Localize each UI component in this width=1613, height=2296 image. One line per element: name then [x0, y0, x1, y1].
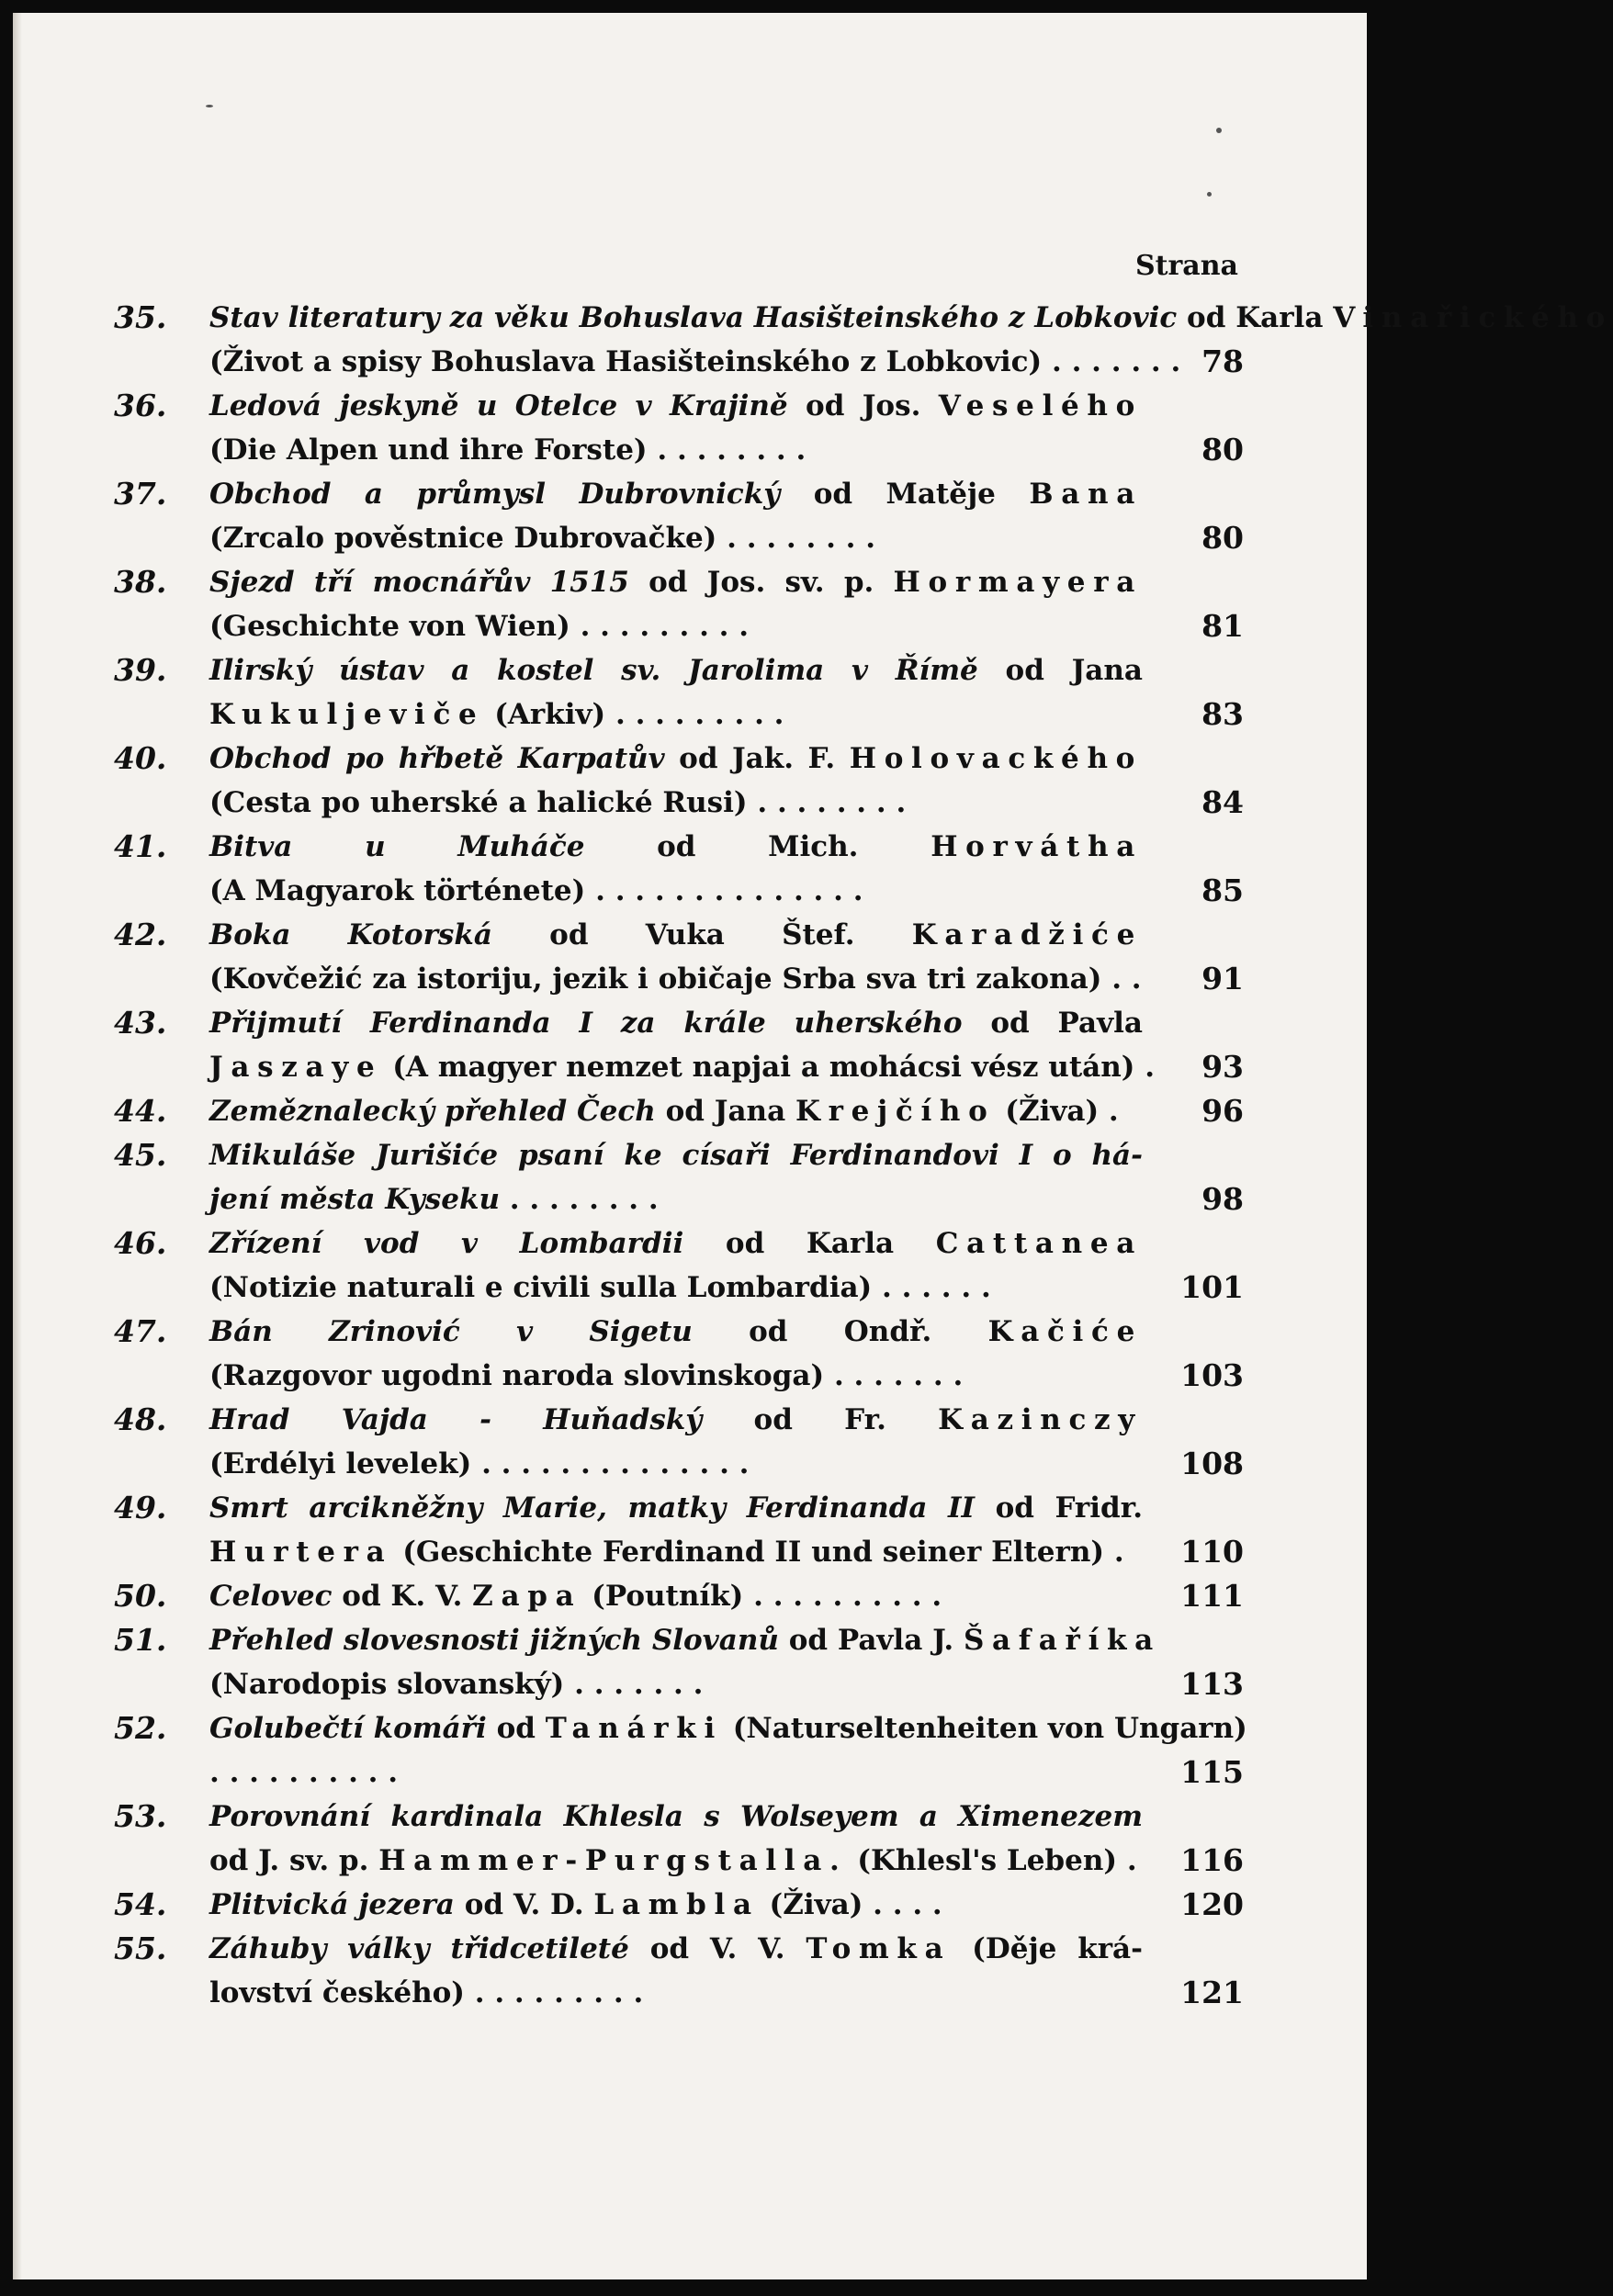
entry-author: Bana — [1029, 478, 1143, 511]
entry-title: Obchod a průmysl Dubrovnický — [209, 478, 781, 511]
entry-by: od V. D. — [464, 1888, 584, 1921]
entry-page: 115 — [1180, 1754, 1244, 1790]
toc-entry-44[interactable] — [114, 1089, 1244, 1133]
entry-author: Tomka — [806, 1932, 952, 1965]
entry-number: 36. — [114, 388, 167, 423]
entry-by: od Pavla — [990, 1007, 1143, 1040]
page-column-header: Strana — [1134, 250, 1238, 282]
entry-number: 52. — [114, 1710, 167, 1746]
entry-page: 103 — [1180, 1357, 1244, 1393]
entry-source: (Erdélyi levelek) — [209, 1447, 472, 1480]
toc-entry-37[interactable] — [114, 472, 1244, 560]
entry-page: 80 — [1201, 432, 1244, 467]
toc-entry-42[interactable] — [114, 913, 1244, 1001]
entry-page: 120 — [1180, 1886, 1244, 1922]
toc-entry-50[interactable] — [114, 1574, 1244, 1618]
entry-source: (Kovčežić za istoriju, jezik i običaje Srba sva tri zakona) — [209, 962, 1102, 996]
entry-page: 80 — [1201, 520, 1244, 556]
entry-by: od Jos. sv. p. — [649, 566, 874, 599]
entry-source: (Živa) — [769, 1888, 863, 1921]
entry-source: (Khlesl's Leben) — [857, 1844, 1118, 1877]
entry-line-2: Kukuljeviče (Arkiv) . . . . . . . . . — [209, 698, 784, 731]
entry-line-1 — [209, 1706, 1247, 1750]
toc-entry-51[interactable] — [114, 1618, 1244, 1706]
entry-page: 98 — [1201, 1181, 1244, 1217]
entry-author: Kačiće — [987, 1315, 1143, 1348]
toc-entry-53[interactable] — [114, 1795, 1244, 1883]
book-page — [13, 13, 1613, 2279]
entry-line-1 — [209, 1001, 1143, 1045]
entry-page: 111 — [1180, 1578, 1244, 1614]
toc-entry-52[interactable] — [114, 1706, 1247, 1795]
entry-page: 78 — [1201, 343, 1244, 379]
entry-page: 93 — [1201, 1049, 1244, 1085]
table-of-contents — [114, 296, 1613, 2015]
entry-author: Tanárki — [545, 1712, 723, 1745]
entry-line-1 — [209, 296, 1613, 340]
entry-title: Smrt arcikněžny Marie, matky Ferdinanda II — [209, 1491, 976, 1525]
toc-entry-41[interactable] — [114, 825, 1244, 913]
toc-entry-45[interactable] — [114, 1133, 1244, 1221]
entry-line-1 — [209, 1618, 1161, 1662]
entry-author: Holovackého — [849, 742, 1144, 775]
entry-author: Karadžiće — [911, 918, 1143, 951]
entry-author: Zapa — [472, 1580, 582, 1613]
entry-source: (Naturseltenheiten von Ungarn) — [732, 1712, 1247, 1745]
entry-number: 37. — [114, 476, 167, 512]
entry-title: Boka Kotorská — [209, 918, 492, 951]
toc-entry-40[interactable] — [114, 737, 1244, 825]
entry-by: od J. sv. p. — [209, 1844, 369, 1877]
entry-line-2: (Erdélyi levelek) . . . . . . . . . . . . . . — [209, 1447, 750, 1480]
toc-entry-54[interactable] — [114, 1883, 1244, 1927]
entry-title: Přehled slovesnosti jižných Slovanů — [209, 1624, 779, 1657]
entry-by: od Fridr. — [995, 1491, 1143, 1525]
entry-author: Cattanea — [935, 1227, 1144, 1260]
toc-entry-43[interactable] — [114, 1001, 1244, 1089]
entry-line-1 — [209, 472, 1143, 516]
toc-entry-47[interactable] — [114, 1310, 1244, 1398]
entry-source: (Notizie naturali e civili sulla Lombardia) — [209, 1271, 873, 1304]
entry-number: 43. — [114, 1005, 167, 1041]
entry-number: 44. — [114, 1093, 167, 1129]
entry-number: 42. — [114, 917, 167, 952]
entry-source: (Geschichte von Wien) — [209, 610, 570, 643]
entry-number: 45. — [114, 1137, 167, 1173]
entry-title: Bitva u Muháče — [209, 830, 585, 863]
entry-by: od Jos. — [806, 389, 921, 422]
toc-entry-55[interactable] — [114, 1927, 1244, 2015]
entry-page: 108 — [1180, 1446, 1244, 1481]
entry-title: Stav literatury za věku Bohuslava Hasišteinského z Lobkovic — [209, 301, 1178, 334]
entry-line-2: (Kovčežić za istoriju, jezik i običaje Srba sva tri zakona) . . — [209, 962, 1142, 996]
entry-page: 81 — [1201, 608, 1244, 644]
entry-by: od Vuka Štef. — [549, 918, 855, 951]
entry-title: Golubečtí komáři — [209, 1712, 487, 1745]
entry-title-part-2: jení města Kyseku — [209, 1183, 500, 1216]
toc-entry-39[interactable] — [114, 648, 1244, 737]
toc-entry-46[interactable] — [114, 1221, 1244, 1310]
entry-page: 85 — [1201, 872, 1244, 908]
entry-page: 83 — [1201, 696, 1244, 732]
entry-line-2: lovství českého) . . . . . . . . . — [209, 1976, 644, 2009]
entry-title: Přijmutí Ferdinanda I za krále uherského — [209, 1007, 963, 1040]
entry-by: od Fr. — [753, 1403, 886, 1436]
toc-entry-38[interactable] — [114, 560, 1244, 648]
entry-author: Hammer-Purgstalla. — [378, 1844, 848, 1877]
entry-page: 121 — [1180, 1975, 1244, 2010]
entry-line-1 — [209, 560, 1143, 604]
entry-by: od Jak. F. — [679, 742, 836, 775]
entry-line-1 — [209, 1221, 1143, 1266]
entry-page: 101 — [1180, 1269, 1244, 1305]
entry-line-1: Plitvická jezera od V. D. Lambla (Živa) . . . . — [209, 1888, 942, 1921]
entry-line-1: Celovec od K. V. Zapa (Poutník) . . . . . . . . . . — [209, 1580, 942, 1613]
entry-title: Zřízení vod v Lombardii — [209, 1227, 684, 1260]
entry-page: 96 — [1201, 1093, 1244, 1129]
paper-speck — [206, 105, 213, 107]
entry-line-1 — [209, 825, 1143, 869]
entry-number: 48. — [114, 1401, 167, 1437]
entry-author: Lambla — [593, 1888, 760, 1921]
entry-line-1 — [209, 913, 1143, 957]
entry-line-1 — [209, 737, 1143, 781]
entry-number: 41. — [114, 828, 167, 864]
entry-number: 50. — [114, 1578, 167, 1614]
entry-author: Veselého — [938, 389, 1144, 422]
entry-source: (Živa) — [1005, 1095, 1100, 1128]
entry-title: Porovnání kardinala Khlesla s Wolseyem a Ximenezem — [209, 1800, 1143, 1833]
entry-number: 35. — [114, 299, 167, 335]
entry-page: 110 — [1180, 1534, 1244, 1570]
entry-source: (Arkiv) — [494, 698, 606, 731]
entry-number: 40. — [114, 740, 167, 776]
entry-author: Hormayera — [893, 566, 1143, 599]
toc-entry-36[interactable] — [114, 384, 1244, 472]
entry-line-1: Záhuby války třidcetileté od V. V. Tomka (Děje krá- — [209, 1932, 1143, 1965]
entry-line-2: Hurtera (Geschichte Ferdinand II und seiner Eltern) . — [209, 1536, 1124, 1569]
entry-by: od Jana — [665, 1095, 786, 1128]
entry-line-2: (Geschichte von Wien) . . . . . . . . . — [209, 610, 750, 643]
entry-source: (Narodopis slovanský) — [209, 1668, 565, 1701]
entry-source: (Geschichte Ferdinand II und seiner Eltern) — [402, 1536, 1105, 1569]
entry-source: (Die Alpen und ihre Forste) — [209, 433, 648, 467]
entry-by: od Karla — [725, 1227, 895, 1260]
entry-title: Ilirský ústav a kostel sv. Jarolima v Římě — [209, 654, 978, 687]
entry-title: Plitvická jezera — [209, 1888, 455, 1921]
entry-line-1 — [209, 648, 1143, 692]
entry-line-1 — [209, 1310, 1143, 1354]
entry-title: Záhuby války třidcetileté — [209, 1932, 629, 1965]
entry-line-2: (A Magyarok története) . . . . . . . . . . . . . . — [209, 874, 863, 907]
entry-page: 91 — [1201, 961, 1244, 996]
entry-number: 55. — [114, 1930, 167, 1966]
entry-source: (Poutník) — [592, 1580, 744, 1613]
entry-by: od Karla — [1187, 301, 1324, 334]
entry-source: (Razgovor ugodni naroda slovinskoga) — [209, 1359, 825, 1392]
entry-title: Celovec — [209, 1580, 333, 1613]
entry-source: (Život a spisy Bohuslava Hasišteinského z Lobkovic) — [209, 345, 1043, 378]
entry-line-2: . . . . . . . . . . — [209, 1756, 399, 1789]
entry-line-1 — [209, 1486, 1143, 1530]
toc-entry-35[interactable] — [114, 296, 1613, 384]
entry-title: Hrad Vajda - Huňadský — [209, 1403, 703, 1436]
entry-number: 51. — [114, 1622, 167, 1658]
entry-number: 49. — [114, 1490, 167, 1525]
entry-source: (Cesta po uherské a halické Rusi) — [209, 786, 748, 819]
entry-by: od — [496, 1712, 536, 1745]
entry-page: 84 — [1201, 784, 1244, 820]
entry-number: 39. — [114, 652, 167, 688]
entry-author: Kazinczy — [938, 1403, 1143, 1436]
entry-number: 54. — [114, 1886, 167, 1922]
entry-by: od Jana — [1005, 654, 1143, 687]
entry-author: Hurtera — [209, 1536, 393, 1569]
entry-line-1 — [209, 1795, 1143, 1839]
paper-speck — [1216, 128, 1222, 133]
entry-by: od V. V. — [649, 1932, 785, 1965]
entry-line-2: (Cesta po uherské a halické Rusi) . . . . . . . . — [209, 786, 907, 819]
entry-author: Jaszaye — [209, 1051, 383, 1084]
toc-entry-49[interactable] — [114, 1486, 1244, 1574]
entry-title-part-1: Mikuláše Jurišiće psaní ke císaři Ferdinandovi I o há- — [209, 1139, 1143, 1172]
entry-source: (Zrcalo pověstnice Dubrovačke) — [209, 522, 717, 555]
entry-by: od Pavla J. — [788, 1624, 954, 1657]
entry-by: od Mich. — [657, 830, 859, 863]
entry-source: (A Magyarok története) — [209, 874, 586, 907]
entry-author: Vinařického — [1333, 301, 1613, 334]
entry-line-2: (Život a spisy Bohuslava Hasišteinského z Lobkovic) . . . . . . . — [209, 345, 1181, 378]
entry-title: Zeměznalecký přehled Čech — [209, 1095, 656, 1128]
entry-number: 47. — [114, 1313, 167, 1349]
entry-by: od Ondř. — [749, 1315, 932, 1348]
entry-line-2: (Razgovor ugodni naroda slovinskoga) . . . . . . . — [209, 1359, 964, 1392]
entry-author: Kukuljeviče — [209, 698, 485, 731]
entry-line-2: (Notizie naturali e civili sulla Lombardia) . . . . . . — [209, 1271, 991, 1304]
entry-author: Horvátha — [931, 830, 1143, 863]
entry-line-2: (Zrcalo pověstnice Dubrovačke) . . . . . . . . — [209, 522, 876, 555]
toc-entry-48[interactable] — [114, 1398, 1244, 1486]
entry-line-1 — [209, 1398, 1143, 1442]
entry-line-2: od J. sv. p. Hammer-Purgstalla. (Khlesl's Leben) . — [209, 1844, 1137, 1877]
entry-number: 46. — [114, 1225, 167, 1261]
entry-line-2: jení města Kyseku . . . . . . . . — [209, 1183, 659, 1216]
entry-page: 113 — [1180, 1666, 1244, 1702]
entry-line-2: (Narodopis slovanský) . . . . . . . — [209, 1668, 704, 1701]
entry-author: Krejčího — [795, 1095, 996, 1128]
entry-number: 38. — [114, 564, 167, 600]
entry-title: Bán Zrinović v Sigetu — [209, 1315, 693, 1348]
entry-page: 116 — [1180, 1842, 1244, 1878]
entry-by: od Matěje — [813, 478, 996, 511]
entry-number: 53. — [114, 1798, 167, 1834]
entry-source: (A magyer nemzet napjai a mohácsi vész után) — [392, 1051, 1135, 1084]
entry-line-2: (Die Alpen und ihre Forste) . . . . . . . . — [209, 433, 806, 467]
entry-line-1: Zeměznalecký přehled Čech od Jana Krejčího (Živa) . — [209, 1095, 1119, 1128]
entry-line-2: Jaszaye (A magyer nemzet napjai a mohácsi vész után) . — [209, 1051, 1156, 1084]
paper-speck — [1207, 192, 1212, 197]
entry-title: Sjezd tří mocnářův 1515 — [209, 566, 629, 599]
entry-title: Ledová jeskyně u Otelce v Krajině — [209, 389, 788, 422]
entry-line-1 — [209, 384, 1143, 428]
entry-by: od K. V. — [342, 1580, 463, 1613]
entry-title: Obchod po hřbetě Karpatův — [209, 742, 665, 775]
entry-author: Šafaříka — [963, 1624, 1161, 1657]
